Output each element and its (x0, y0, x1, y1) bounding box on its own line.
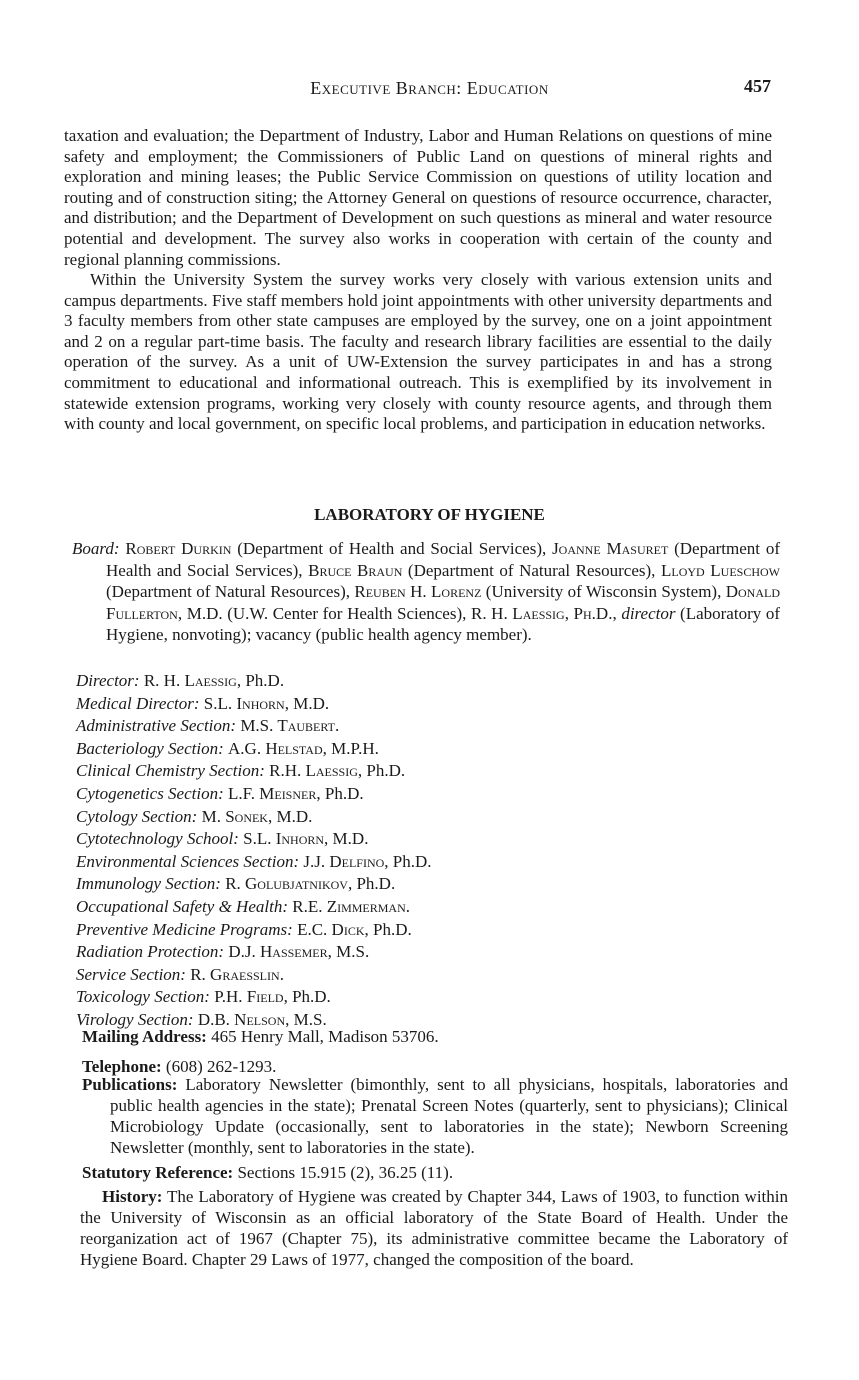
board-label: Board: (72, 539, 120, 558)
staff-role: Bacteriology Section: (76, 738, 224, 758)
mailing-address (82, 1026, 788, 1047)
staff-name: D.B. Nelson (197, 1009, 286, 1029)
intro-paragraph-2: Within the University System the survey works very closely with various extension units and campus departments. Five staff members hold joint appointments with other university departments and 3 faculty members from other state campuses are employed by the survey, one on a joint appointment and 2 on a regular part-time basis. The faculty and research library facilities are essential to the daily operation of the survey. As a unit of UW-Extension the survey participates in and has a strong commitment to educational and informational outreach. This is exemplified by its involvement in statewide extension programs, working very closely with county resource agents, and through them with county and local government, on specific local problems, and participation in education networks. (64, 270, 772, 434)
staff-suffix: , Ph.D. (357, 761, 406, 781)
board-member-name: Donald Fullerton (106, 582, 780, 623)
board-member-name: Bruce Braun (308, 560, 403, 580)
staff-role: Environmental Sciences Section: (76, 851, 300, 871)
staff-row (76, 873, 776, 896)
statutory-label: Statutory Reference: (82, 1163, 234, 1182)
board-member-affiliation: (University of Wisconsin System), (481, 582, 726, 601)
staff-row (76, 738, 776, 761)
staff-row (76, 964, 776, 987)
staff-row (76, 806, 776, 829)
board-member-name: Joanne Masuret (552, 539, 669, 558)
staff-name: M.S. Taubert (240, 716, 335, 736)
staff-suffix: , M.S. (327, 942, 370, 962)
publications-value: Laboratory Newsletter (bimonthly, sent to all physicians, hospitals, laboratories and public health agencies in the state); Prenatal Screen Notes (quarterly, sent to physicians); Clinical Microbiology Update (occasionally, sent to laboratories in the state); Newborn Screening Newsletter (monthly, sent to laboratories in the state). (110, 1075, 788, 1157)
board-director-sep: , (612, 603, 622, 623)
staff-name: J.J. Delfino (303, 851, 385, 871)
statutory-value: Sections 15.915 (2), 36.25 (11). (233, 1163, 454, 1182)
staff-role: Radiation Protection: (76, 942, 225, 962)
board-member-affiliation: (Department of Health and Social Services), (106, 539, 780, 580)
staff-row (76, 828, 776, 851)
history-value: The Laboratory of Hygiene was created by Chapter 344, Laws of 1903, to function within the University of Wisconsin as an official laboratory of the State Board of Health. Under the reorganization act of 1967 (Chapter 75), its administrative committee became the Laboratory of Hygiene Board. Chapter 29 Laws of 1977, changed the composition of the board. (80, 1187, 788, 1269)
board-member-affiliation: (Department of Natural Resources), (106, 582, 355, 601)
staff-row (76, 986, 776, 1009)
publications-label: Publications: (82, 1075, 178, 1094)
staff-row (76, 670, 776, 693)
staff-suffix: . (279, 964, 284, 984)
board-director-name: R. H. Laessig, Ph.D. (470, 603, 613, 623)
staff-suffix: , M.D. (267, 806, 313, 826)
history-label: History: (102, 1187, 163, 1206)
staff-role: Toxicology Section: (76, 987, 210, 1007)
board-member-affiliation: (Department of Health and Social Services), (231, 539, 553, 558)
staff-role: Medical Director: (76, 693, 200, 713)
staff-suffix: , Ph.D. (283, 987, 331, 1007)
board-director-role: director (621, 603, 676, 623)
staff-row (76, 851, 776, 874)
staff-name: P.H. Field (214, 987, 284, 1007)
staff-row (76, 919, 776, 942)
staff-name: R.H. Laessig (269, 761, 358, 781)
staff-role: Cytotechnology School: (76, 829, 239, 849)
staff-name: D.J. Hassemer (228, 942, 328, 962)
staff-suffix: , Ph.D. (384, 851, 432, 871)
staff-role: Clinical Chemistry Section: (76, 761, 265, 781)
staff-role: Director: (76, 671, 140, 690)
staff-role: Cytology Section: (76, 806, 198, 826)
board-member-name: Robert Durkin (125, 539, 232, 558)
staff-name: E.C. Dick (297, 919, 365, 939)
board-member-name: Lloyd Lueschow (661, 560, 780, 580)
staff-name: S.L. Inhorn (203, 693, 285, 713)
staff-list (76, 670, 776, 1032)
staff-name: S.L. Inhorn (243, 829, 325, 849)
staff-suffix: , M.D. (324, 829, 369, 849)
staff-role: Administrative Section: (76, 716, 237, 736)
publications (82, 1074, 788, 1158)
staff-suffix: , M.D. (284, 693, 330, 713)
staff-suffix: . (335, 716, 340, 736)
staff-name: R. Golubjatnikov (225, 874, 348, 894)
staff-row (76, 896, 776, 919)
staff-row (76, 941, 776, 964)
staff-name: R. Graesslin (190, 964, 280, 984)
staff-name: R. H. Laessig (143, 671, 237, 690)
staff-role: Immunology Section: (76, 874, 221, 894)
section-title: LABORATORY OF HYGIENE (314, 505, 545, 524)
staff-role: Service Section: (76, 964, 186, 984)
staff-suffix: , Ph.D. (236, 671, 285, 690)
board-member-affiliation: (Department of Natural Resources), (402, 560, 661, 580)
intro-paragraph-1: taxation and evaluation; the Department of Industry, Labor and Human Relations on questions of mine safety and employment; the Commissioners of Public Land on questions of mineral rights and exploration and mining leases; the Public Service Commission on questions of utility location and routing and of construction siting; the Attorney General on questions of resource occurrence, character, and distribution; and the Department of Development on such questions as mineral and water resource potential and development. The survey also works in cooperation with certain of the county and regional planning commissions. (64, 126, 772, 269)
history (80, 1186, 788, 1270)
staff-name: A.G. Helstad (228, 738, 323, 758)
board-member-affiliation: , M.D. (U.W. Center for Health Sciences), (177, 603, 471, 623)
staff-suffix: , M.P.H. (322, 738, 379, 758)
staff-suffix: , Ph.D. (347, 874, 396, 894)
telephone-value: (608) 262-1293. (161, 1057, 277, 1076)
staff-role: Preventive Medicine Programs: (76, 919, 293, 939)
staff-name: L.F. Meisner (228, 783, 317, 803)
staff-suffix: , Ph.D. (364, 919, 412, 939)
page-number: 457 (744, 76, 771, 96)
mailing-value: 465 Henry Mall, Madison 53706. (206, 1027, 439, 1046)
mailing-label: Mailing Address: (82, 1027, 207, 1046)
staff-name: M. Sonek (201, 806, 268, 826)
staff-name: R.E. Zimmerman (292, 896, 406, 916)
staff-suffix: , M.S. (285, 1009, 327, 1029)
statutory-reference (82, 1162, 788, 1183)
staff-row (76, 715, 776, 738)
staff-row (76, 783, 776, 806)
staff-role: Virology Section: (76, 1009, 194, 1029)
board-director-tail: (Laboratory of Hygiene, nonvoting); vacancy (public health agency member). (106, 603, 781, 644)
staff-suffix: . (405, 896, 411, 916)
staff-role: Cytogenetics Section: (76, 783, 224, 803)
staff-row (76, 760, 776, 783)
staff-suffix: , Ph.D. (316, 783, 364, 803)
board-member-name: Reuben H. Lorenz (354, 582, 482, 601)
running-head: Executive Branch: Education (310, 78, 549, 98)
telephone-label: Telephone: (82, 1057, 162, 1076)
staff-role: Occupational Safety & Health: (76, 896, 288, 916)
staff-row (76, 693, 776, 716)
board-paragraph (72, 538, 780, 646)
